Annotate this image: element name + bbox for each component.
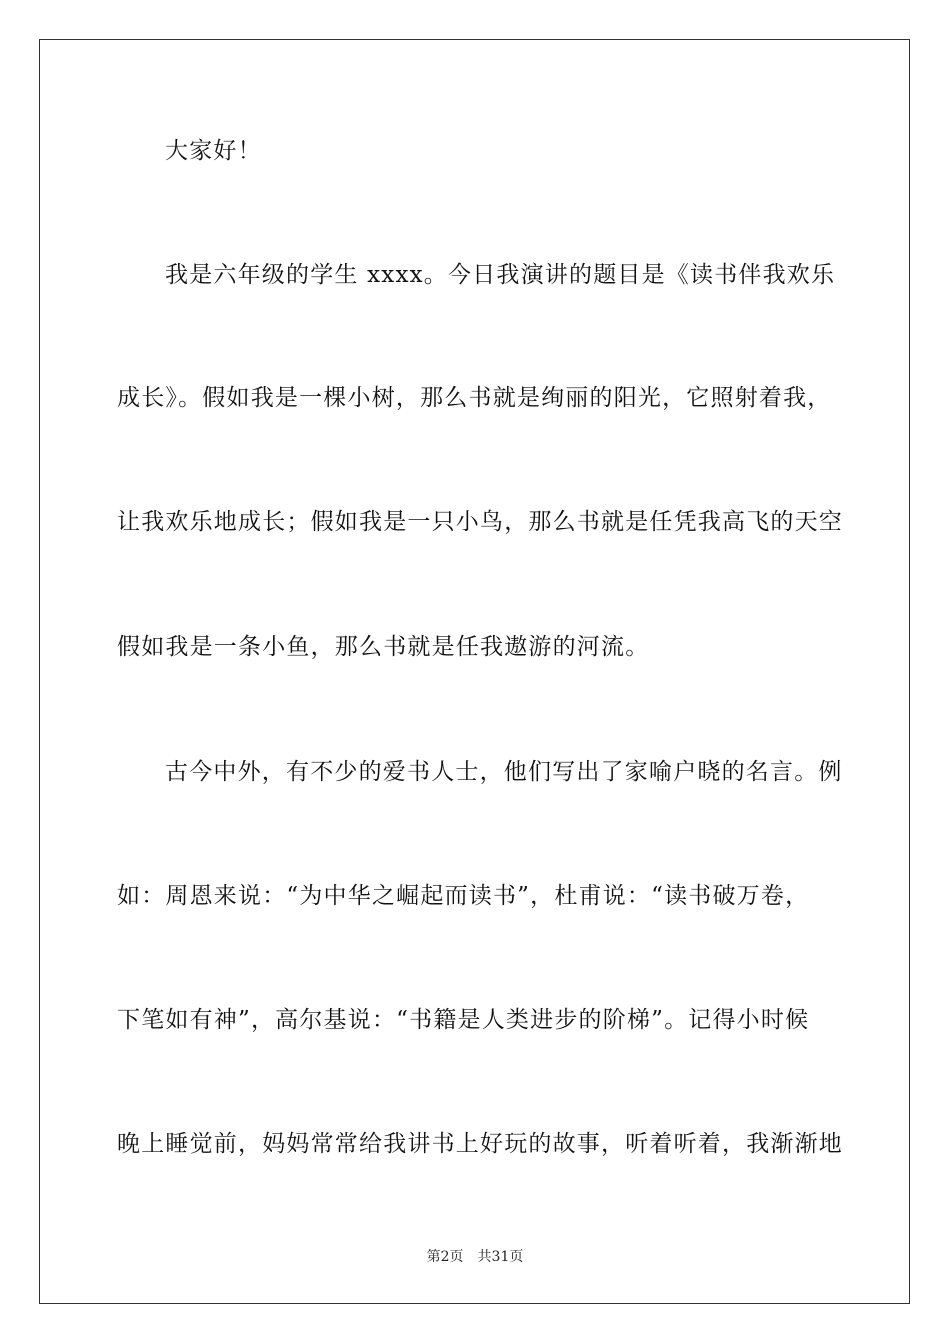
paragraph-line: 成长》。假如我是一棵小树，那么书就是绚丽的阳光，它照射着我， [117,385,832,411]
paragraph-line: 如：周恩来说：“为中华之崛起而读书”，杜甫说：“读书破万卷， [117,883,810,909]
paragraph-line: 让我欢乐地成长；假如我是一只小鸟，那么书就是任凭我高飞的天空 [117,509,843,535]
page-border [39,39,910,1304]
page-footer [0,1248,950,1266]
paragraph-line: 下笔如有神”，高尔基说：“书籍是人类进步的阶梯”。记得小时候 [117,1007,810,1033]
paragraph-line: 假如我是一条小鱼，那么书就是任我遨游的河流。 [117,634,650,660]
page-number: 第2页 [426,1249,464,1265]
greeting-line: 大家好！ [165,138,262,164]
page-total: 共31页 [477,1249,524,1265]
paragraph-line: 古今中外，有不少的爱书人士，他们写出了家喻户晓的名言。例 [165,759,843,785]
paragraph-line: 晚上睡觉前，妈妈常常给我讲书上好玩的故事，听着听着，我渐渐地 [117,1131,843,1157]
paragraph-line: 我是六年级的学生 xxxx。今日我演讲的题目是《读书伴我欢乐 [165,262,836,288]
